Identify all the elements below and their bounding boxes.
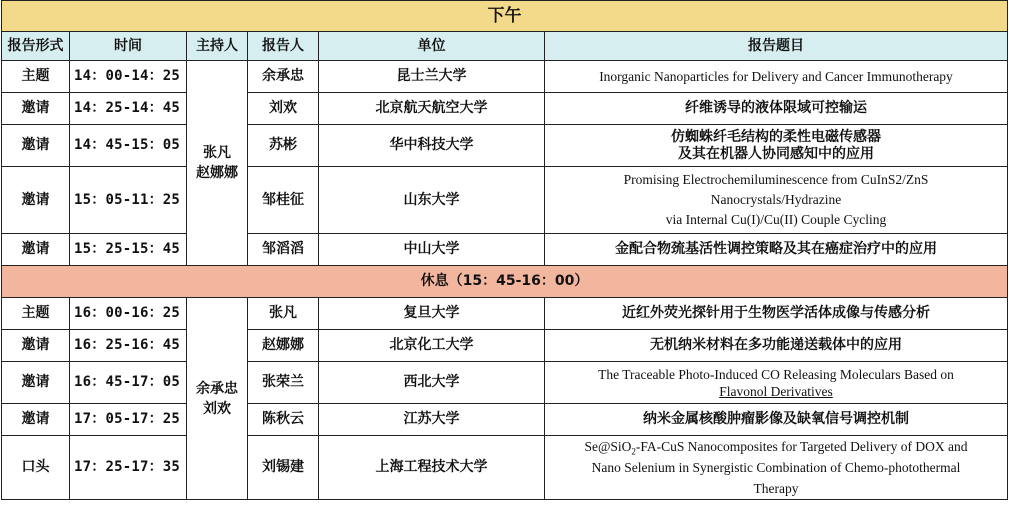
row-speaker: 陈秋云 [248, 404, 319, 436]
row-unit: 北京化工大学 [319, 330, 545, 362]
row-unit: 江苏大学 [319, 404, 545, 436]
host-name: 刘欢 [203, 400, 231, 417]
title-line: Flavonol Derivatives [719, 383, 833, 399]
row-unit: 北京航天航空大学 [319, 93, 545, 125]
host-name: 赵娜娜 [196, 165, 238, 181]
row-title [545, 362, 1008, 404]
table-row [2, 298, 1008, 330]
row-title: 近红外荧光探针用于生物医学活体成像与传感分析 [545, 298, 1008, 330]
row-time: 14：25-14：45 [70, 93, 187, 125]
header-unit: 单位 [319, 32, 545, 61]
row-title: 无机纳米材料在多功能递送载体中的应用 [545, 330, 1008, 362]
row-time: 17：05-17：25 [70, 404, 187, 436]
table-row [2, 404, 1008, 436]
row-speaker: 余承忠 [248, 61, 319, 93]
row-unit: 昆士兰大学 [319, 61, 545, 93]
title-line: Therapy [753, 481, 799, 496]
row-title: 金配合物巯基活性调控策略及其在癌症治疗中的应用 [545, 234, 1008, 266]
session1-host [187, 61, 248, 266]
table-row [2, 436, 1008, 500]
row-speaker: 邹滔滔 [248, 234, 319, 266]
row-title [545, 436, 1008, 500]
row-time: 16：00-16：25 [70, 298, 187, 330]
session2-host [187, 298, 248, 500]
break-row [2, 266, 1008, 298]
table-row [2, 93, 1008, 125]
title-line: 及其在机器人协同感知中的应用 [678, 145, 874, 162]
row-format: 邀请 [2, 167, 70, 234]
table-row [2, 125, 1008, 167]
row-unit: 华中科技大学 [319, 125, 545, 167]
row-unit: 复旦大学 [319, 298, 545, 330]
header-time: 时间 [70, 32, 187, 61]
row-time: 17：25-17：35 [70, 436, 187, 500]
afternoon-schedule-table [1, 0, 1008, 500]
table-row [2, 330, 1008, 362]
table-row [2, 167, 1008, 234]
row-time: 15：25-15：45 [70, 234, 187, 266]
row-format: 邀请 [2, 93, 70, 125]
row-title: 纳米金属核酸肿瘤影像及缺氧信号调控机制 [545, 404, 1008, 436]
title-line: via Internal Cu(I)/Cu(II) Couple Cycling [665, 212, 887, 227]
title-line: 仿蜘蛛纤毛结构的柔性电磁传感器 [671, 128, 881, 145]
row-format: 口头 [2, 436, 70, 500]
row-time: 14：00-14：25 [70, 61, 187, 93]
table-row [2, 61, 1008, 93]
row-unit: 上海工程技术大学 [319, 436, 545, 500]
title-part: -FA-CuS Nanocomposites for Targeted Delivery of DOX and [635, 439, 968, 454]
title-line: Nano Selenium in Synergistic Combination of Chemo-photothermal [591, 460, 961, 475]
row-unit: 西北大学 [319, 362, 545, 404]
break-label: 休息（15：45-16：00） [2, 266, 1008, 298]
row-speaker: 张荣兰 [248, 362, 319, 404]
title-line: The Traceable Photo-Induced CO Releasing Moleculars Based on [598, 366, 954, 382]
header-speaker: 报告人 [248, 32, 319, 61]
row-time: 16：25-16：45 [70, 330, 187, 362]
header-host: 主持人 [187, 32, 248, 61]
row-speaker: 苏彬 [248, 125, 319, 167]
row-format: 邀请 [2, 234, 70, 266]
row-speaker: 邹桂征 [248, 167, 319, 234]
host-name: 余承忠 [196, 380, 238, 397]
row-title: Inorganic Nanoparticles for Delivery and Cancer Immunotherapy [545, 61, 1008, 93]
row-format: 主题 [2, 61, 70, 93]
row-format: 邀请 [2, 125, 70, 167]
title-part: Se@SiO [584, 439, 632, 454]
row-format: 邀请 [2, 404, 70, 436]
row-speaker: 刘欢 [248, 93, 319, 125]
row-title [545, 125, 1008, 167]
row-speaker: 张凡 [248, 298, 319, 330]
row-format: 邀请 [2, 362, 70, 404]
row-format: 主题 [2, 298, 70, 330]
row-format: 邀请 [2, 330, 70, 362]
row-time: 16：45-17：05 [70, 362, 187, 404]
table-row [2, 362, 1008, 404]
row-speaker: 赵娜娜 [248, 330, 319, 362]
title-subscript: 2 [631, 446, 636, 457]
row-unit: 中山大学 [319, 234, 545, 266]
row-unit: 山东大学 [319, 167, 545, 234]
row-time: 14：45-15：05 [70, 125, 187, 167]
row-speaker: 刘锡建 [248, 436, 319, 500]
table-row [2, 234, 1008, 266]
row-time: 15：05-11：25 [70, 167, 187, 234]
session-banner: 下午 [2, 1, 1008, 32]
title-line: Promising Electrochemiluminescence from CuInS2/ZnS [623, 172, 929, 187]
header-format: 报告形式 [2, 32, 70, 61]
header-title: 报告题目 [545, 32, 1008, 61]
title-line: Nanocrystals/Hydrazine [710, 192, 842, 207]
host-name: 张凡 [203, 145, 231, 161]
row-title [545, 167, 1008, 234]
table-header-row [2, 32, 1008, 61]
title-line [547, 436, 1005, 457]
row-title: 纤维诱导的液体限域可控输运 [545, 93, 1008, 125]
